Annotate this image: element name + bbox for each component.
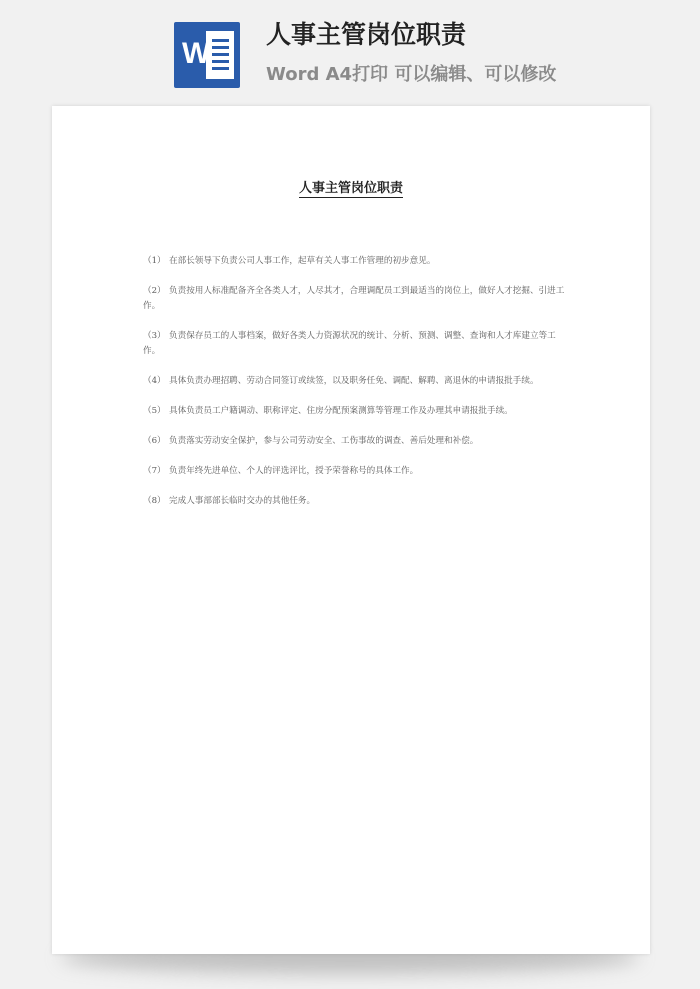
duty-text: 在部长领导下负责公司人事工作，起草有关人事工作管理的初步意见。 bbox=[169, 256, 436, 266]
duty-number: （7） bbox=[143, 466, 166, 476]
word-icon-letter: W bbox=[182, 37, 211, 70]
duty-item bbox=[143, 404, 565, 419]
duty-text: 负责年终先进单位、个人的评选评比，授予荣誉称号的具体工作。 bbox=[169, 466, 419, 476]
duty-number: （3） bbox=[143, 331, 166, 341]
document-title bbox=[52, 180, 650, 198]
header bbox=[0, 0, 700, 100]
duty-number: （4） bbox=[143, 376, 166, 386]
duty-item bbox=[143, 434, 565, 449]
document-page bbox=[52, 106, 650, 954]
duty-item bbox=[143, 464, 565, 479]
duty-number: （1） bbox=[143, 256, 166, 266]
duty-item bbox=[143, 284, 565, 314]
duty-number: （2） bbox=[143, 286, 166, 296]
duty-number: （5） bbox=[143, 406, 166, 416]
duty-text: 具体负责员工户籍调动、职称评定、住房分配预案测算等管理工作及办理其申请报批手续。 bbox=[169, 406, 513, 416]
duty-item bbox=[143, 374, 565, 389]
duty-text: 完成人事部部长临时交办的其他任务。 bbox=[169, 496, 316, 506]
duty-item bbox=[143, 494, 565, 509]
header-title: 人事主管岗位职责 bbox=[266, 20, 467, 49]
duty-number: （6） bbox=[143, 436, 166, 446]
header-subtitle: Word A4打印 可以编辑、可以修改 bbox=[266, 64, 557, 85]
duty-item bbox=[143, 254, 565, 269]
duty-text: 负责按用人标准配备齐全各类人才，人尽其才，合理调配员工到最适当的岗位上，做好人才挖掘、引进工作。 bbox=[143, 286, 565, 311]
duty-text: 负责落实劳动安全保护，参与公司劳动安全、工伤事故的调查、善后处理和补偿。 bbox=[169, 436, 479, 446]
word-icon bbox=[174, 22, 240, 88]
duty-number: （8） bbox=[143, 496, 166, 506]
duty-list bbox=[143, 254, 565, 524]
duty-text: 具体负责办理招聘、劳动合同签订或续签，以及职务任免、调配、解聘、离退休的申请报批手续。 bbox=[169, 376, 539, 386]
duty-item bbox=[143, 329, 565, 359]
document-title-text: 人事主管岗位职责 bbox=[298, 181, 403, 196]
duty-text: 负责保存员工的人事档案，做好各类人力资源状况的统计、分析、预测、调整、查询和人才库建立等工作。 bbox=[143, 331, 556, 356]
